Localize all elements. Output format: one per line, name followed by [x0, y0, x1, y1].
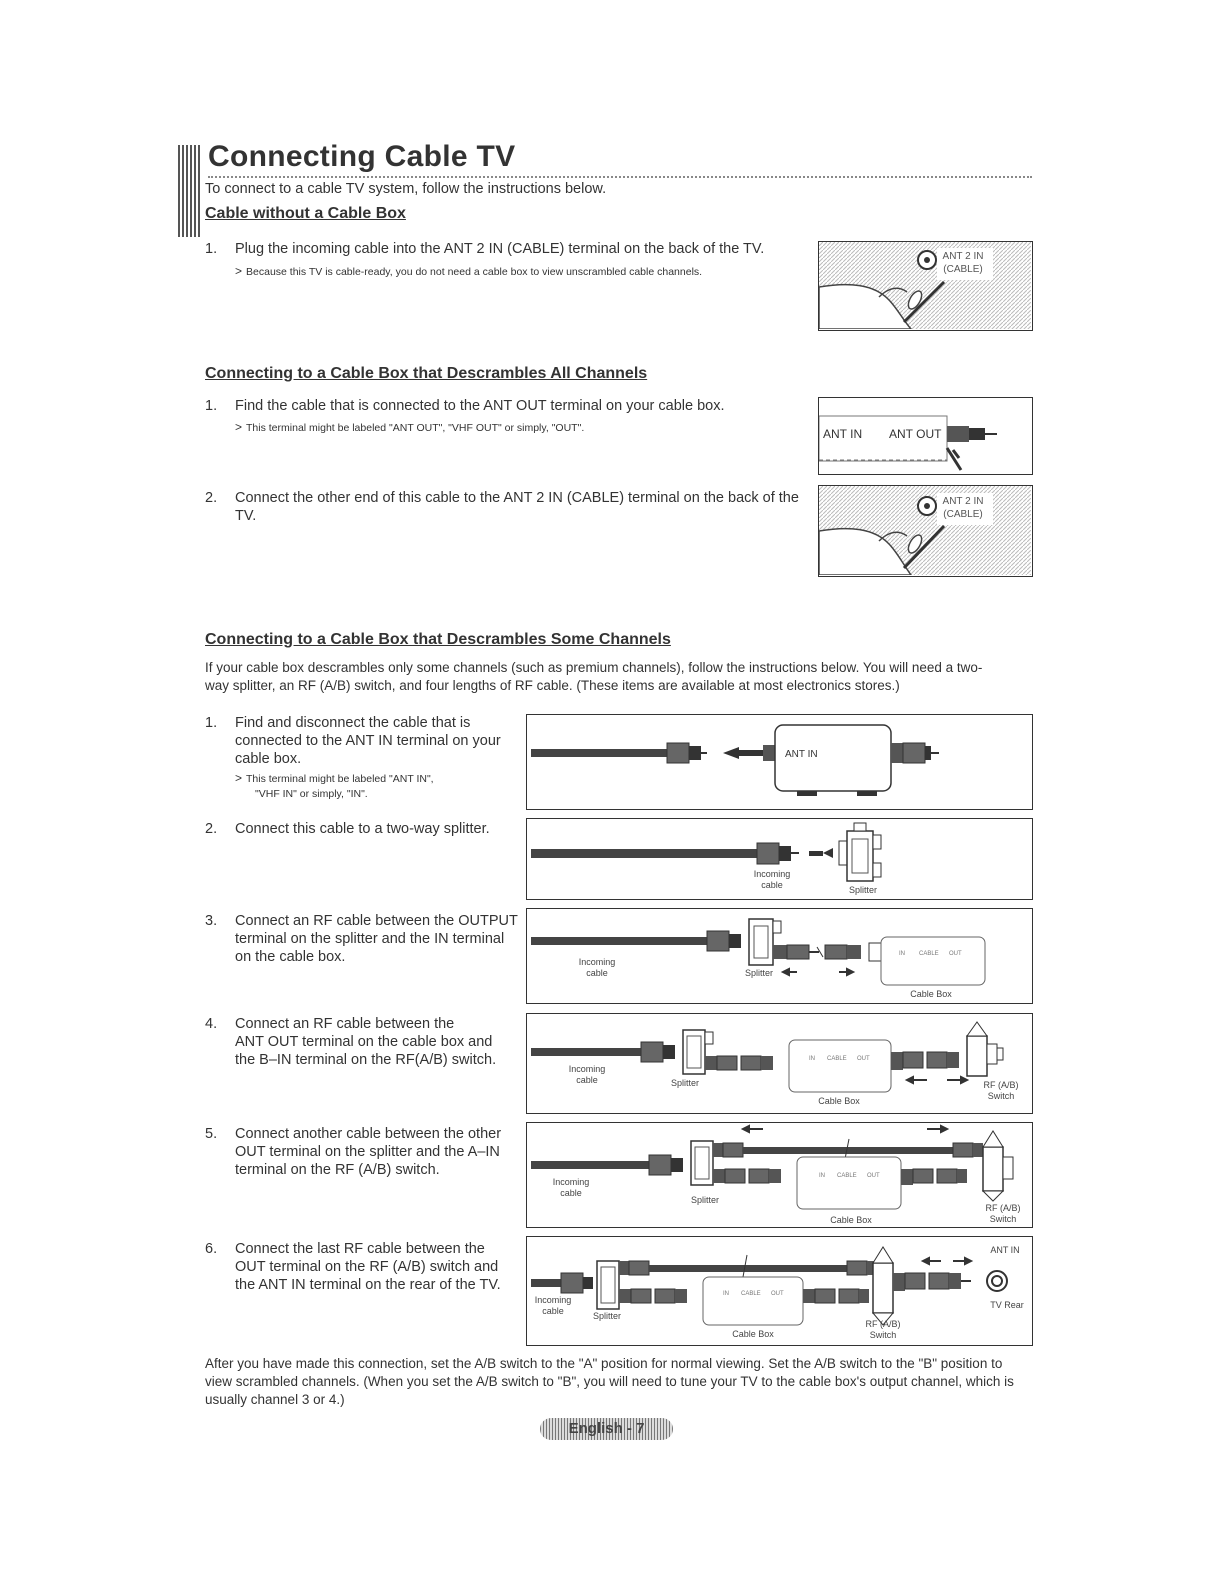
step-number: 6. — [205, 1241, 218, 1257]
fig-label-cable-box: Cable Box — [818, 1096, 860, 1106]
step-text: Find the cable that is connected to the ANT OUT terminal on your cable box. — [235, 398, 725, 414]
step-number: 2. — [205, 821, 218, 837]
section2-step-1-note — [235, 420, 584, 436]
section3-step-2 — [205, 820, 515, 840]
title-rule — [208, 176, 1032, 178]
fig-label-box-in: IN — [899, 951, 905, 957]
fig-label-ant2in: ANT 2 IN — [942, 251, 984, 262]
note-text: This terminal might be labeled "ANT IN", — [246, 773, 434, 785]
page-title: Connecting Cable TV — [208, 140, 516, 173]
step-line: terminal on the RF (A/B) switch. — [235, 1162, 440, 1178]
fig-label-incoming: Incoming — [578, 957, 616, 967]
fig-label-ant-in: ANT IN — [823, 427, 863, 441]
step-text: Connect this cable to a two-way splitter. — [235, 821, 490, 837]
fig-label-cable-box: Cable Box — [732, 1329, 774, 1339]
fig-label-box-in: IN — [723, 1291, 729, 1297]
step-line: Find and disconnect the cable that is — [235, 715, 471, 731]
fig-label-switch: Switch — [989, 1214, 1017, 1224]
fig-label-cable: cable — [576, 1075, 598, 1085]
figure-step6-switch-to-tv — [526, 1236, 1033, 1346]
outro-line-1: After you have made this connection, set the A/B switch to the "A" position for normal viewing. Set the A/B switch to the "B" position to — [205, 1356, 1003, 1371]
step-line: Connect the last RF cable between the — [235, 1241, 485, 1257]
fig-label-ant-in: ANT IN — [785, 749, 818, 760]
fig-label-switch: Switch — [987, 1091, 1015, 1101]
step-line: the ANT IN terminal on the rear of the TV. — [235, 1277, 501, 1293]
fig-label-cable: cable — [586, 968, 608, 978]
outro-line-3: usually channel 3 or 4.) — [205, 1392, 345, 1407]
step-line: connected to the ANT IN terminal on your — [235, 733, 501, 749]
fig-label-cable: (CABLE) — [943, 264, 983, 275]
section3-step-1-note — [235, 771, 434, 802]
step-line: OUT terminal on the RF (A/B) switch and — [235, 1259, 499, 1275]
fig-label-cable: cable — [761, 880, 783, 890]
fig-label-cable: (CABLE) — [943, 509, 983, 520]
step-text — [235, 912, 518, 966]
fig-label-box-out: OUT — [771, 1291, 784, 1297]
step-line: terminal on the splitter and the IN terminal — [235, 931, 505, 947]
fig-label-cable-box: Cable Box — [830, 1215, 872, 1225]
section3-step-4 — [205, 1015, 525, 1075]
fig-label-splitter: Splitter — [690, 1195, 720, 1205]
fig-label-incoming: Incoming — [534, 1295, 572, 1305]
fig-label-box-out: OUT — [949, 951, 962, 957]
section3-step-3 — [205, 912, 525, 972]
fig-label-cable: cable — [542, 1306, 564, 1316]
fig-label-ant-out: ANT OUT — [889, 427, 942, 441]
figure-ant2in-plug-1 — [818, 241, 1033, 331]
note-arrow-icon: > — [235, 771, 243, 785]
title-decoration-bar — [178, 145, 200, 237]
step-text — [235, 1240, 501, 1294]
fig-label-box-out: OUT — [867, 1173, 880, 1179]
fig-label-rf-ab: RF (A/B) — [865, 1319, 901, 1329]
fig-label-box-out: OUT — [857, 1056, 870, 1062]
section3-intro-line-2: way splitter, an RF (A/B) switch, and four lengths of RF cable. (These items are available at most electronics stores.) — [205, 678, 900, 693]
step-number: 3. — [205, 913, 218, 929]
step-text — [235, 1015, 496, 1069]
figure-step5-splitter-to-switch — [526, 1122, 1033, 1228]
section-heading-descramble-all: Connecting to a Cable Box that Descrambles All Channels — [205, 365, 648, 382]
figure-step4-rf-switch — [526, 1013, 1033, 1114]
fig-label-box-cable: CABLE — [837, 1173, 857, 1179]
page-number-badge: English - 7 — [540, 1418, 673, 1440]
fig-label-box-in: IN — [819, 1173, 825, 1179]
section1-step-1 — [205, 240, 805, 260]
step-number: 1. — [205, 241, 218, 257]
figure-step2-splitter — [526, 818, 1033, 900]
fig-label-switch: Switch — [869, 1330, 897, 1340]
outro-line-2: view scrambled channels. (When you set the A/B switch to "B", you will need to tune your TV to the cable box's output channel, which is — [205, 1374, 1014, 1389]
note-text: Because this TV is cable-ready, you do not need a cable box to view unscrambled cable channels. — [246, 266, 703, 278]
fig-label-incoming: Incoming — [568, 1064, 606, 1074]
fig-label-rf-ab: RF (A/B) — [985, 1203, 1021, 1213]
fig-label-ant2in: ANT 2 IN — [942, 496, 984, 507]
step-line: Connect an RF cable between the — [235, 1016, 455, 1032]
step-number: 4. — [205, 1016, 218, 1032]
section3-step-1 — [205, 714, 515, 774]
section2-step-1 — [205, 397, 805, 417]
note-arrow-icon: > — [235, 264, 243, 278]
fig-label-splitter: Splitter — [744, 968, 774, 978]
fig-label-box-cable: CABLE — [919, 951, 939, 957]
fig-label-rf-ab: RF (A/B) — [983, 1080, 1019, 1090]
figure-step3-splitter-cable-box — [526, 908, 1033, 1004]
section3-step-6 — [205, 1240, 525, 1300]
note-arrow-icon: > — [235, 420, 243, 434]
step-text — [235, 1125, 501, 1179]
fig-label-cable-box: Cable Box — [910, 989, 952, 999]
step-text — [235, 714, 501, 768]
section3-intro-line-1: If your cable box descrambles only some channels (such as premium channels), follow the instructions below. You will need a two- — [205, 660, 983, 675]
step-text: Connect the other end of this cable to the ANT 2 IN (CABLE) terminal on the back of the TV. — [235, 490, 799, 524]
step-number: 2. — [205, 490, 218, 506]
section-heading-cable-without-box: Cable without a Cable Box — [205, 205, 406, 222]
step-line: OUT terminal on the splitter and the A–IN — [235, 1144, 500, 1160]
fig-label-splitter: Splitter — [592, 1311, 622, 1321]
figure-step1-cable-box — [526, 714, 1033, 810]
step-text: Plug the incoming cable into the ANT 2 IN (CABLE) terminal on the back of the TV. — [235, 241, 765, 257]
step-number: 1. — [205, 715, 218, 731]
fig-label-incoming: Incoming — [552, 1177, 590, 1187]
step-line: cable box. — [235, 751, 302, 767]
figure-cable-box-ant-out — [818, 397, 1033, 475]
fig-label-incoming: Incoming — [753, 869, 791, 879]
figure-ant2in-plug-2 — [818, 485, 1033, 577]
step-number: 1. — [205, 398, 218, 414]
intro-text: To connect to a cable TV system, follow the instructions below. — [205, 181, 607, 197]
note-text: "VHF IN" or simply, "IN". — [255, 788, 368, 800]
section2-step-2 — [205, 489, 805, 524]
section3-step-5 — [205, 1125, 525, 1185]
fig-label-splitter: Splitter — [670, 1078, 700, 1088]
fig-label-box-cable: CABLE — [827, 1056, 847, 1062]
fig-label-box-cable: CABLE — [741, 1291, 761, 1297]
fig-label-ant-in: ANT IN — [990, 1245, 1020, 1255]
fig-label-box-in: IN — [809, 1056, 815, 1062]
step-line: Connect another cable between the other — [235, 1126, 502, 1142]
section-heading-descramble-some: Connecting to a Cable Box that Descrambles Some Channels — [205, 631, 671, 648]
section1-step-1-note — [235, 264, 702, 280]
fig-label-tv-rear: TV Rear — [990, 1300, 1024, 1310]
step-line: on the cable box. — [235, 949, 346, 965]
fig-label-cable: cable — [560, 1188, 582, 1198]
fig-label-splitter: Splitter — [848, 885, 878, 895]
step-line: ANT OUT terminal on the cable box and — [235, 1034, 493, 1050]
step-line: the B–IN terminal on the RF(A/B) switch. — [235, 1052, 497, 1068]
step-number: 5. — [205, 1126, 218, 1142]
note-text: This terminal might be labeled "ANT OUT", "VHF OUT" or simply, "OUT". — [246, 422, 585, 434]
step-line: Connect an RF cable between the OUTPUT — [235, 913, 518, 929]
